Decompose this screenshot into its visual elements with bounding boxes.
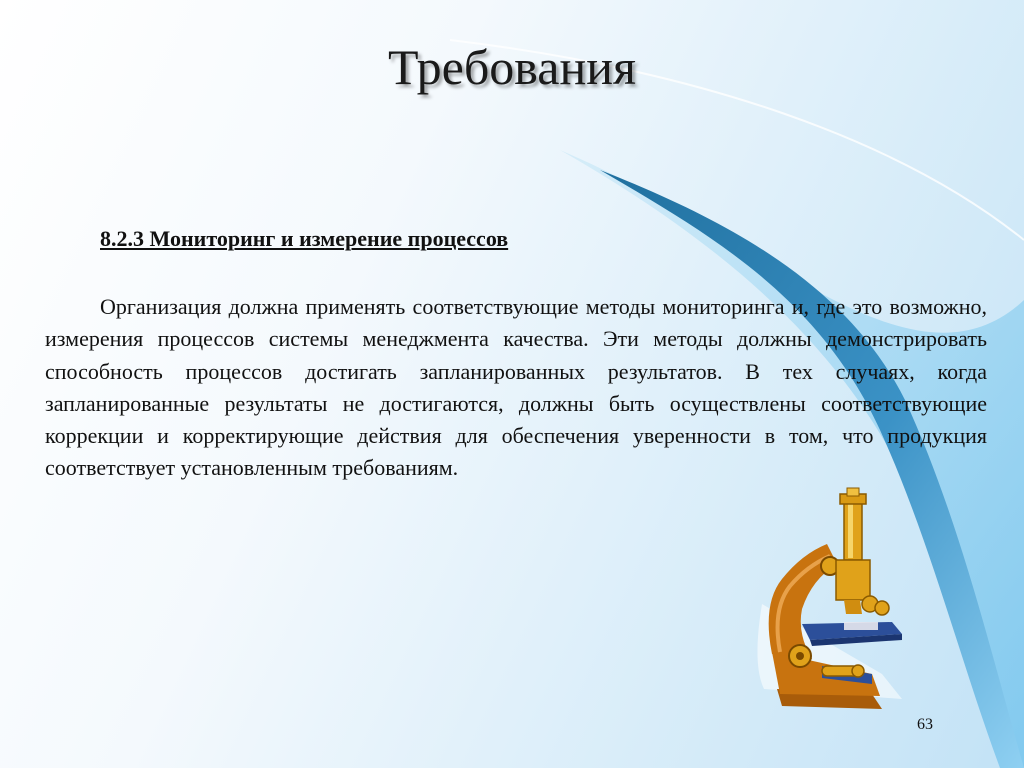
microscope-icon [752, 484, 912, 716]
slide-title: Требования [388, 39, 636, 95]
body-paragraph: Организация должна применять соответствующие методы мониторинга и, где это возможно, измерения процессов системы менеджмента качества. Эти методы должны демонстрировать способность процессов достигать запланированных результатов. В тех случаях, когда запланированные результаты не достигаются, должны быть осуществлены соответствующие коррекции и корректирующие действия для обеспечения уверенности в том, что продукция соответствует установленным требованиям. [45, 294, 987, 481]
page-number: 63 [917, 716, 933, 733]
section-heading: 8.2.3 Мониторинг и измерение процессов [100, 226, 509, 251]
